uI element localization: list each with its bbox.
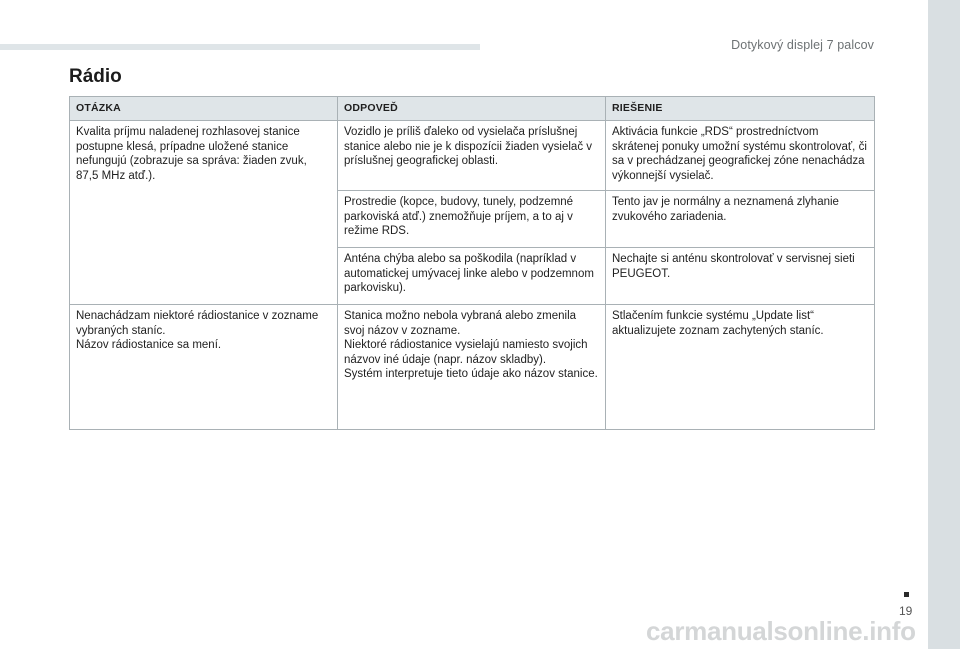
column-header-answer: ODPOVEĎ — [338, 97, 606, 121]
table-row — [70, 121, 875, 191]
answer-cell: Vozidlo je príliš ďaleko od vysielača príslušnej stanice alebo nie je k dispozícii žiaden vysielač v príslušnej geografickej oblasti. — [338, 121, 606, 191]
page-number: 19 — [899, 604, 913, 618]
chapter-title: Dotykový displej 7 palcov — [731, 38, 874, 52]
table-header-row — [70, 97, 875, 121]
solution-cell: Stlačením funkcie systému „Update list“ aktualizujete zoznam zachytených staníc. — [606, 305, 875, 430]
question-cell: Kvalita príjmu naladenej rozhlasovej stanice postupne klesá, prípadne uložené stanice nefungujú (zobrazuje sa správa: žiaden zvuk, 87,5 MHz atď.). — [70, 121, 338, 305]
answer-cell: Stanica možno nebola vybraná alebo zmenila svoj názov v zozname. Niektoré rádiostanice vysielajú namiesto svojich názvov iné údaje (napr. názov skladby). Systém interpretuje tieto údaje ako názov stanice. — [338, 305, 606, 430]
solution-cell: Aktivácia funkcie „RDS“ prostredníctvom skrátenej ponuky umožní systému skontrolovať, či sa v prechádzanej geografickej zóne nenachádza výkonnejší vysielač. — [606, 121, 875, 191]
column-header-solution: RIEŠENIE — [606, 97, 875, 121]
watermark: carmanualsonline.info — [646, 616, 916, 646]
page-marker — [904, 592, 909, 597]
answer-cell: Anténa chýba alebo sa poškodila (napríklad v automatickej umývacej linke alebo v podzemnom parkovisku). — [338, 248, 606, 305]
answer-cell: Prostredie (kopce, budovy, tunely, podzemné parkoviská atď.) znemožňuje príjem, a to aj v režime RDS. — [338, 191, 606, 248]
page-title: Rádio — [69, 66, 122, 87]
table-row — [70, 305, 875, 430]
column-header-question: OTÁZKA — [70, 97, 338, 121]
header-rule — [0, 44, 480, 50]
question-cell: Nenachádzam niektoré rádiostanice v zozname vybraných staníc. Názov rádiostanice sa mení. — [70, 305, 338, 430]
side-margin-strip — [928, 0, 960, 649]
troubleshooting-table — [69, 96, 875, 430]
solution-cell: Nechajte si anténu skontrolovať v servisnej sieti PEUGEOT. — [606, 248, 875, 305]
solution-cell: Tento jav je normálny a neznamená zlyhanie zvukového zariadenia. — [606, 191, 875, 248]
